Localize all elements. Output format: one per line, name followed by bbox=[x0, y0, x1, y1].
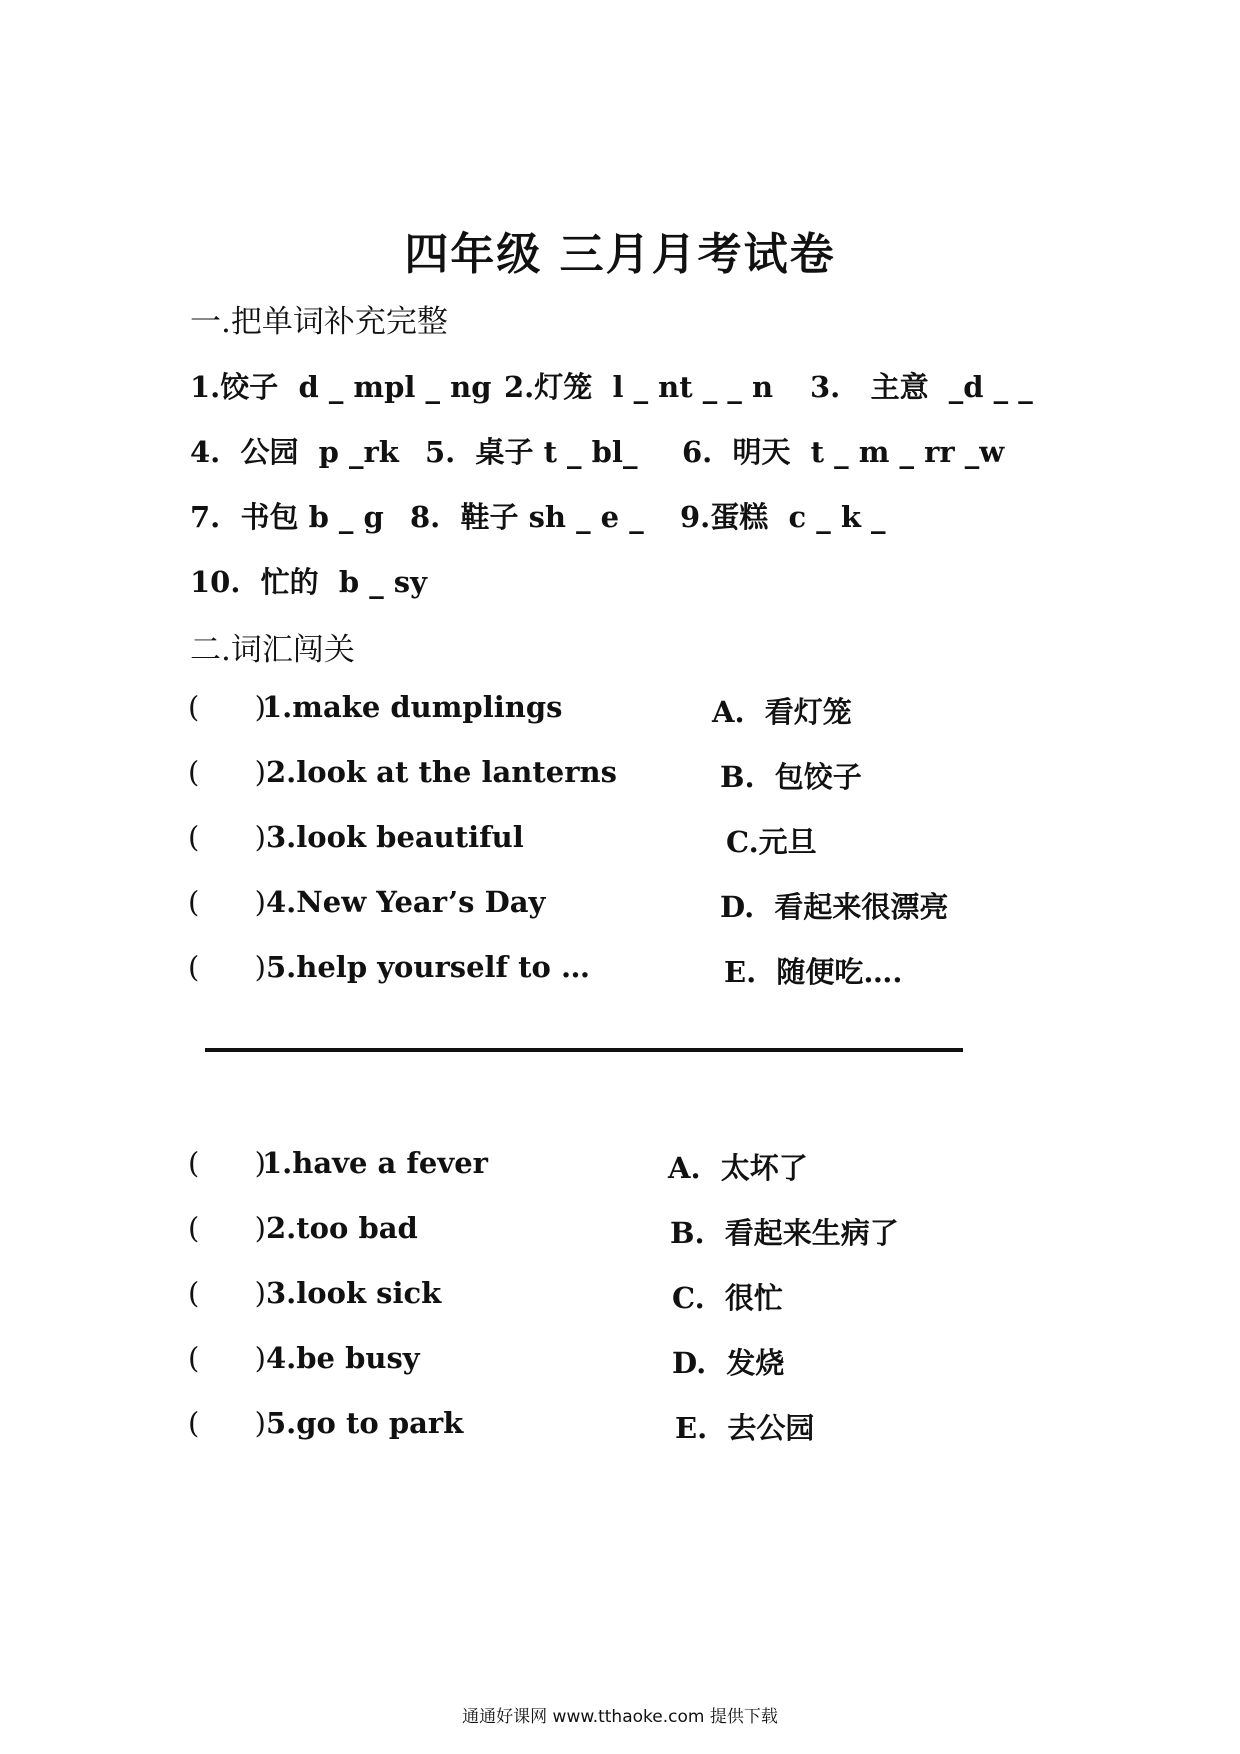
section-divider bbox=[205, 1048, 963, 1052]
match-phrase: 1.have a fever bbox=[262, 1146, 488, 1180]
word-item: 10. 忙的 b _ sy bbox=[190, 565, 427, 599]
answer-blank[interactable]: ( ) bbox=[188, 1276, 266, 1310]
answer-blank[interactable]: ( ) bbox=[188, 690, 266, 724]
match-phrase: 3.look sick bbox=[266, 1276, 442, 1310]
match-phrase: 4.New Year’s Day bbox=[266, 885, 546, 919]
answer-blank[interactable]: ( ) bbox=[188, 885, 266, 919]
answer-blank[interactable]: ( ) bbox=[188, 1341, 266, 1375]
word-item: 8. 鞋子 sh _ e _ bbox=[410, 500, 644, 534]
word-item: 5. 桌子 t _ bl_ bbox=[425, 435, 638, 469]
match-option: C.元旦 bbox=[726, 825, 817, 859]
match-option: B. 看起来生病了 bbox=[670, 1216, 899, 1250]
match-option: A. 太坏了 bbox=[668, 1151, 808, 1185]
match-phrase: 1.make dumplings bbox=[262, 690, 563, 724]
answer-blank[interactable]: ( ) bbox=[188, 1211, 266, 1245]
footer-credit: 通通好课网 www.tthaoke.com 提供下载 bbox=[462, 1707, 778, 1727]
match-option: E. 随便吃…. bbox=[724, 955, 903, 989]
match-phrase: 5.help yourself to … bbox=[266, 950, 590, 984]
word-item: 1.饺子 d _ mpl _ ng bbox=[190, 370, 492, 404]
word-item: 4. 公园 p _rk bbox=[190, 435, 399, 469]
section2-heading: 二.词汇闯关 bbox=[190, 632, 355, 668]
match-option: D. 发烧 bbox=[672, 1346, 785, 1380]
match-phrase: 3.look beautiful bbox=[266, 820, 524, 854]
word-item: 2.灯笼 l _ nt _ _ n bbox=[504, 370, 774, 404]
match-option: C. 很忙 bbox=[672, 1281, 783, 1315]
page-title: 四年级 三月月考试卷 bbox=[404, 229, 836, 280]
answer-blank[interactable]: ( ) bbox=[188, 755, 266, 789]
match-phrase: 2.look at the lanterns bbox=[266, 755, 617, 789]
word-item: 3. 主意 _d _ _ bbox=[810, 370, 1033, 404]
answer-blank[interactable]: ( ) bbox=[188, 1146, 266, 1180]
match-phrase: 2.too bad bbox=[266, 1211, 418, 1245]
match-option: D. 看起来很漂亮 bbox=[720, 890, 949, 924]
answer-blank[interactable]: ( ) bbox=[188, 1406, 266, 1440]
match-phrase: 4.be busy bbox=[266, 1341, 420, 1375]
match-option: E. 去公园 bbox=[675, 1411, 815, 1445]
match-option: A. 看灯笼 bbox=[712, 695, 852, 729]
word-item: 7. 书包 b _ g bbox=[190, 500, 384, 534]
section1-heading: 一.把单词补充完整 bbox=[190, 304, 448, 340]
match-phrase: 5.go to park bbox=[266, 1406, 464, 1440]
word-item: 9.蛋糕 c _ k _ bbox=[680, 500, 886, 534]
match-option: B. 包饺子 bbox=[720, 760, 862, 794]
answer-blank[interactable]: ( ) bbox=[188, 820, 266, 854]
word-item: 6. 明天 t _ m _ rr _w bbox=[682, 435, 1005, 469]
answer-blank[interactable]: ( ) bbox=[188, 950, 266, 984]
